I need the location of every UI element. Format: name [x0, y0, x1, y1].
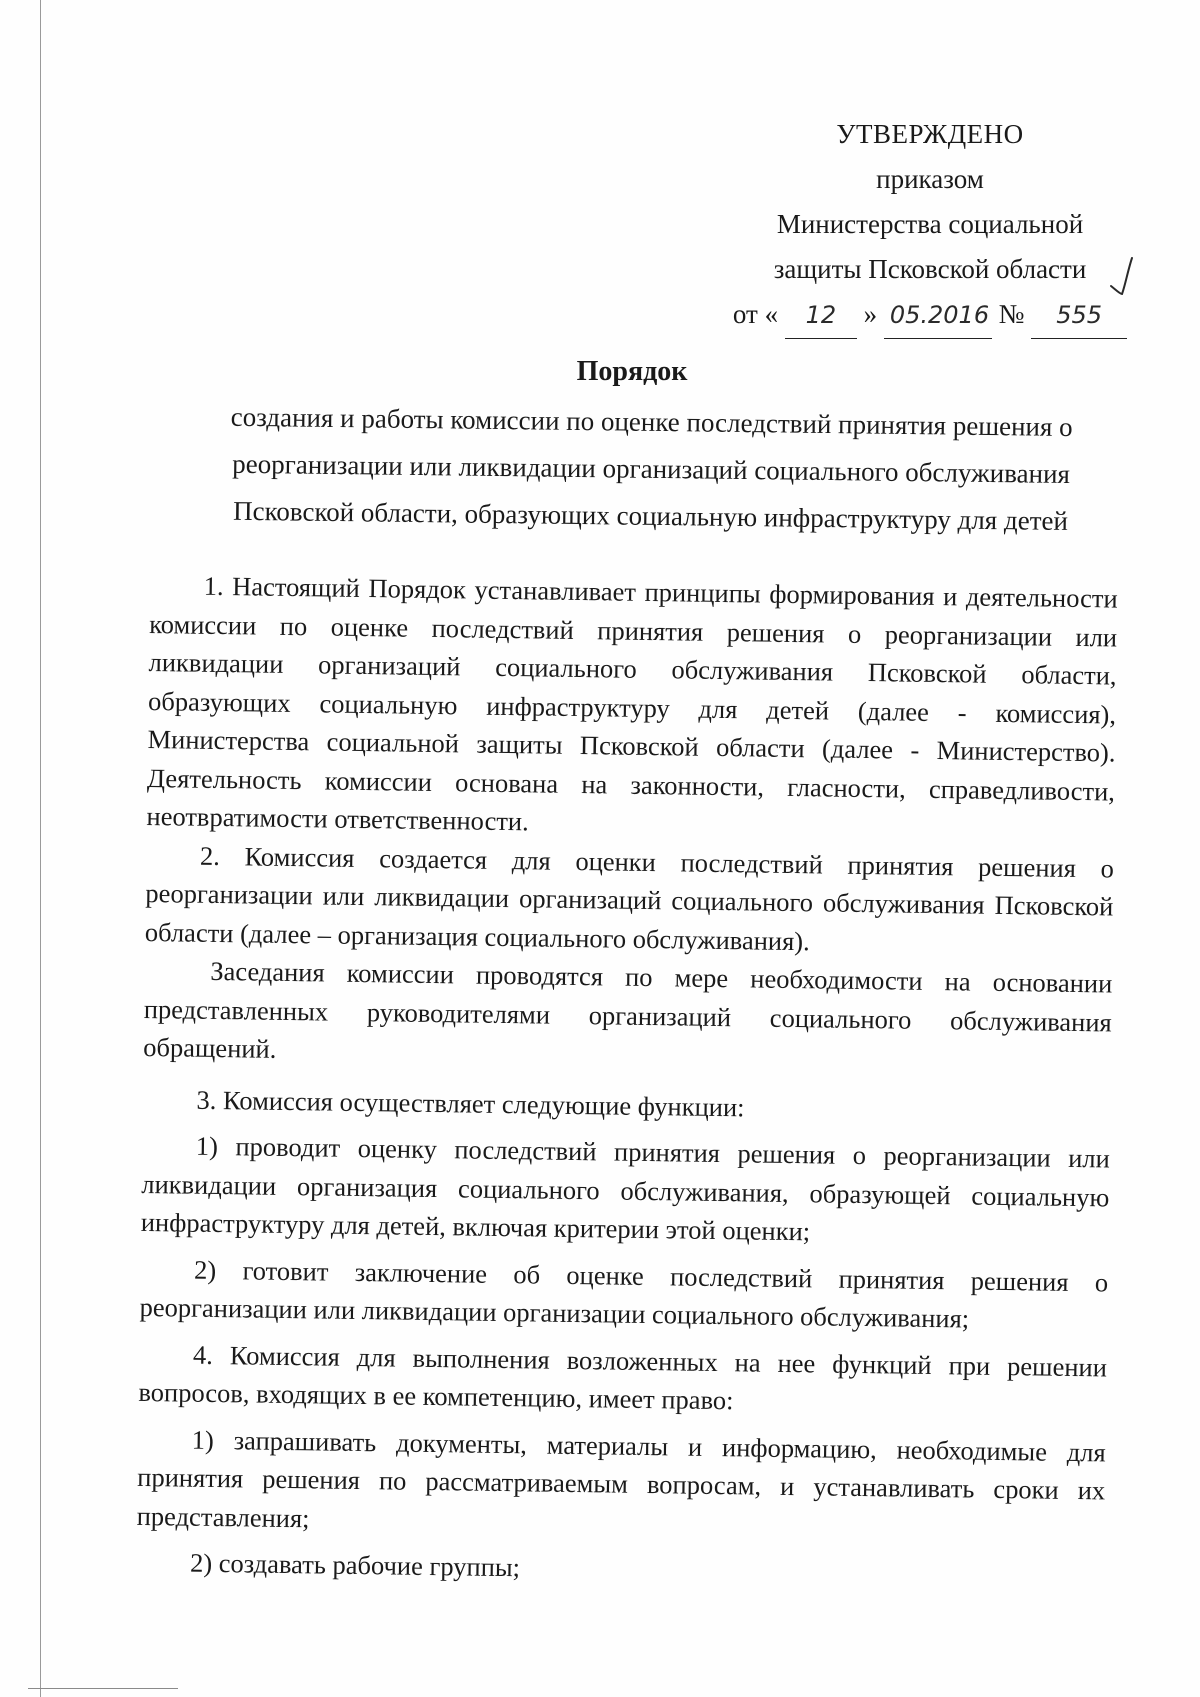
approval-heading: УТВЕРЖДЕНО — [836, 119, 1024, 149]
paragraph-3-item-1: 1) проводит оценку последствий принятия решения о реорганизации или ликвидации организация социального обслуживания, образующей социальную инфраструктуру для детей, включая критерии этой оценки; — [140, 1130, 1111, 1247]
date-day-handwritten: 12 — [785, 293, 857, 339]
approval-line-1: приказом — [876, 164, 984, 194]
approval-date-line — [730, 292, 1130, 339]
paragraph-3: 3. Комиссия осуществляет следующие функции: — [196, 1084, 745, 1122]
paragraph-4-item-2: 2) создавать рабочие группы; — [189, 1547, 521, 1583]
number-label: № — [998, 299, 1025, 329]
scan-edge-left — [40, 0, 41, 1697]
document-subtitle: создания и работы комиссии по оценке последствий принятия решения о реорганизации или ликвидации организаций социального обслуживания Псковской области, образующих социальную инфраструктуру для детей — [230, 401, 1073, 536]
approval-line-3: защиты Псковской области — [773, 254, 1087, 284]
date-month-year-handwritten: 05.2016 — [884, 293, 992, 339]
paragraph-2-continued: Заседания комиссии проводятся по мере необходимости на основании представленных руководителями организаций социального обслуживания обращений. — [143, 955, 1113, 1064]
document-body — [136, 566, 1118, 1595]
date-mid: » — [863, 299, 878, 329]
handwritten-check-icon — [1108, 256, 1134, 296]
approval-line-2: Министерства социальной — [776, 209, 1084, 239]
paragraph-3-item-2: 2) готовит заключение об оценке последствий принятия решения о реорганизации или ликвидации организации социального обслуживания; — [139, 1254, 1109, 1334]
paragraph-4-item-1: 1) запрашивать документы, материалы и информацию, необходимые для принятия решения по рассматриваемым вопросам, и устанавливать сроки их представления; — [136, 1424, 1106, 1533]
paragraph-2: 2. Комиссия создается для оценки последствий принятия решения о реорганизации или ликвидации организаций социального обслуживания Псковской области (далее – организация социального обслуживания). — [144, 840, 1115, 956]
paragraph-4: 4. Комиссия для выполнения возложенных на нее функций при решении вопросов, входящих в ее компетенцию, имеет право: — [138, 1339, 1108, 1416]
document-title: Порядок — [576, 356, 688, 387]
approval-block — [730, 112, 1130, 339]
scan-edge-bottom — [28, 1688, 178, 1689]
order-number-handwritten: 555 — [1031, 293, 1127, 339]
date-prefix: от « — [732, 299, 779, 329]
paragraph-1: 1. Настоящий Порядок устанавливает принципы формирования и деятельности комиссии по оценке последствий принятия решения о реорганизации или ликвидации организаций социального обслуживания Псковской области, образующих социальную инфраструктуру для детей (далее - комиссия), Министерства социальной защиты Псковской области (далее - Министерство). Деятельность комиссии основана на законности, гласности, справедливости, неотвратимости ответственности. — [146, 570, 1118, 837]
